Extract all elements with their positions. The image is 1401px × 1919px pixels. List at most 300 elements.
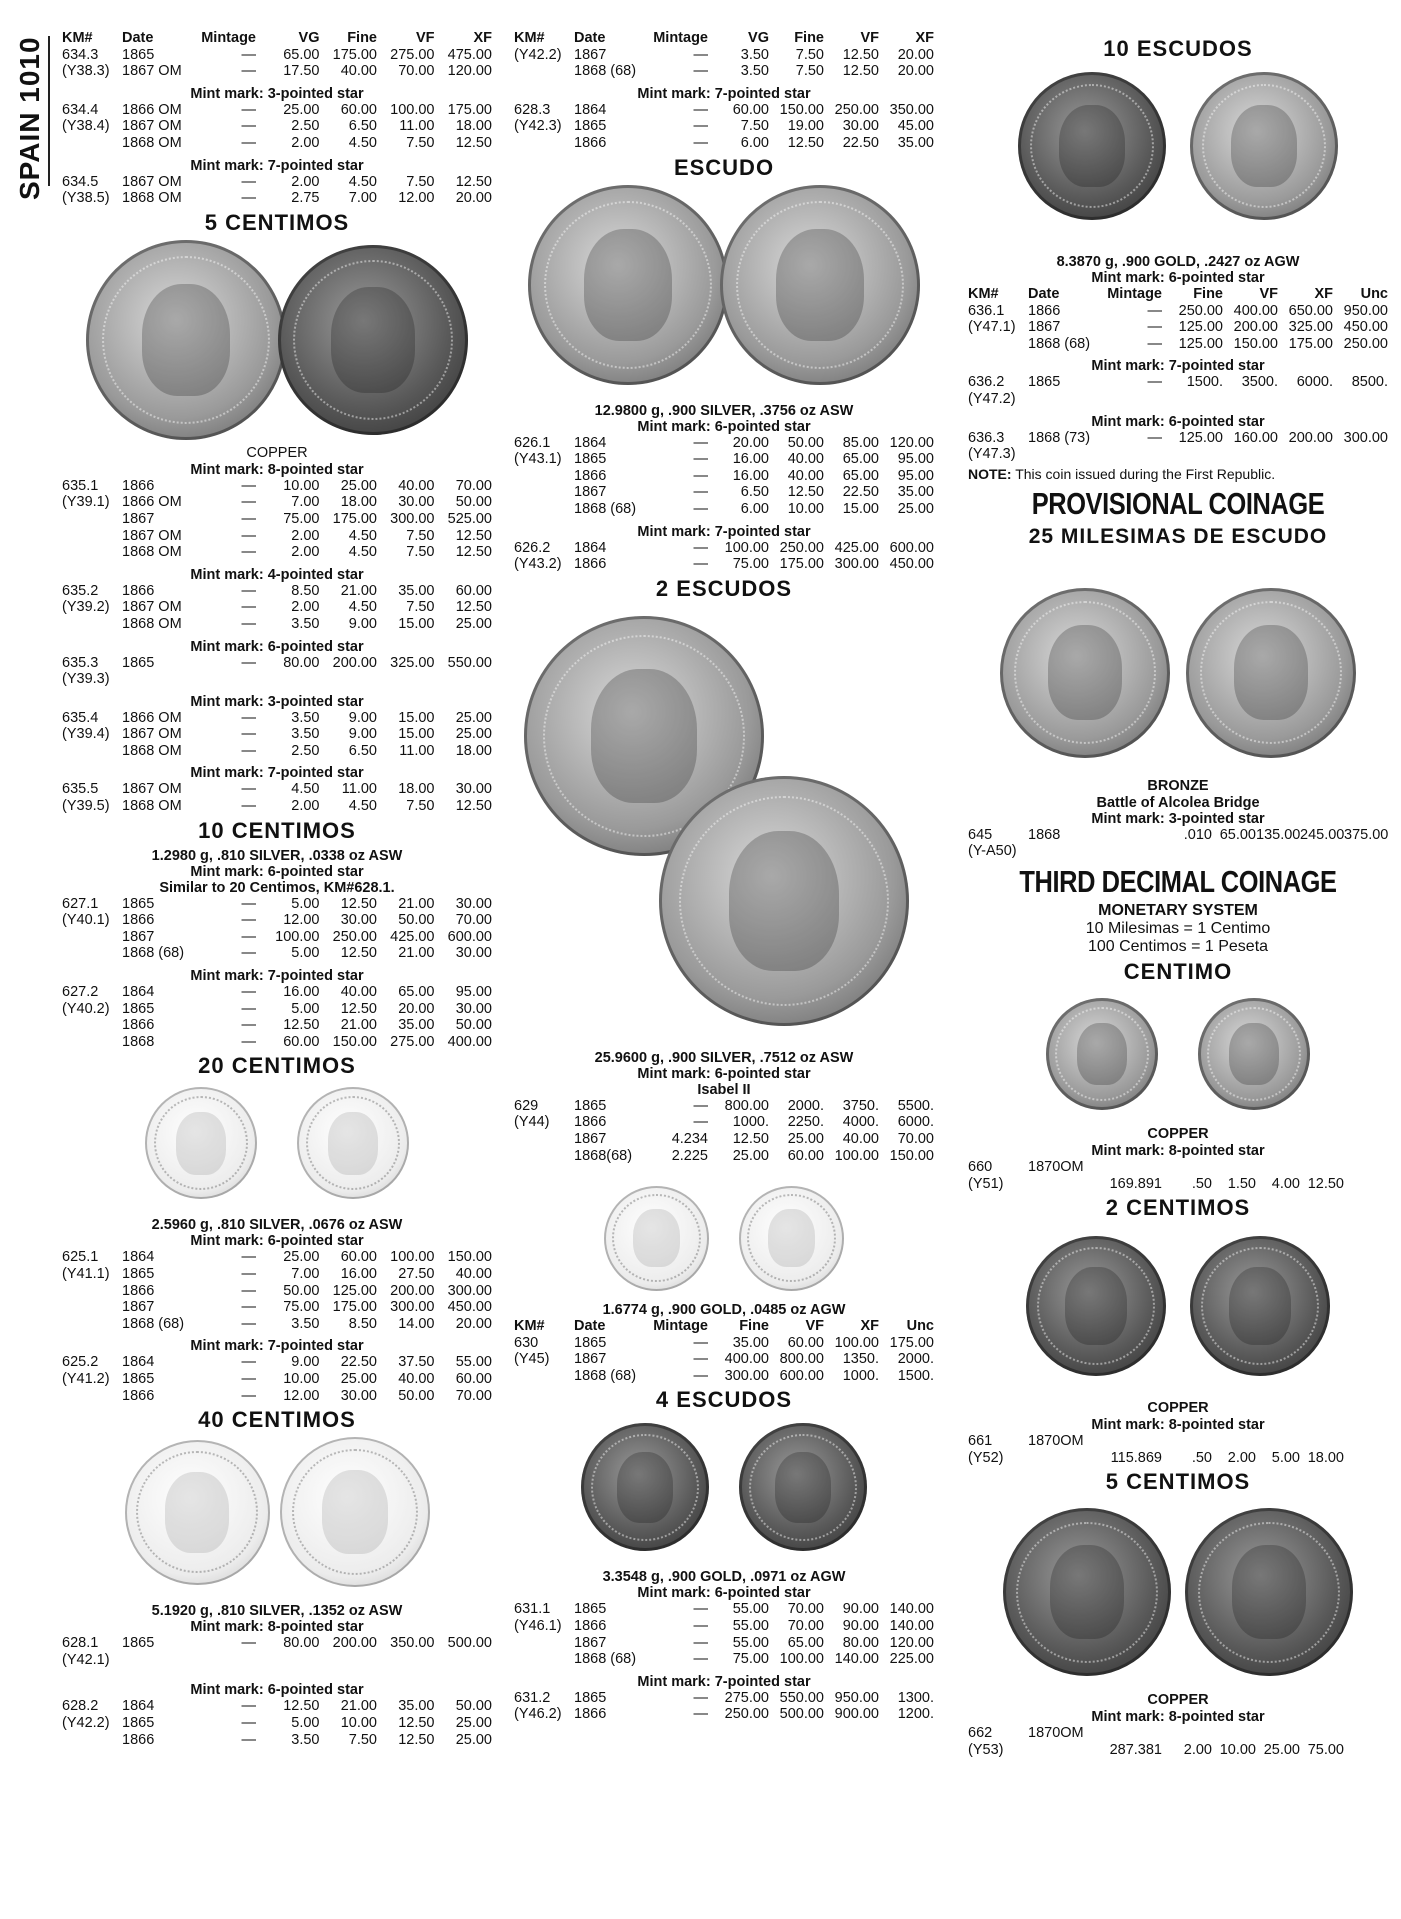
table-cell: 6000.: [1296, 374, 1333, 391]
table-cell: 50.00: [283, 1282, 320, 1299]
table-cell: —: [241, 1731, 256, 1748]
table-cell: (Y38.4): [62, 118, 110, 135]
mint-mark: Mint mark: 4-pointed star: [190, 566, 364, 583]
table-cell: —: [241, 599, 256, 616]
table-row: [62, 478, 492, 495]
table-cell: —: [241, 1387, 256, 1404]
side-tab: [14, 36, 50, 200]
table-cell: 9.00: [348, 615, 377, 632]
table-cell: —: [241, 1315, 256, 1332]
table-cell: 1865: [122, 895, 155, 912]
mint-mark: Mint mark: 7-pointed star: [637, 1673, 811, 1690]
table-cell: 10.00: [283, 477, 320, 494]
table-cell: [1344, 1742, 1388, 1759]
table-cell: 50.00: [455, 494, 492, 511]
table-cell: 30.00: [455, 895, 492, 912]
table-cell: 120.00: [889, 1634, 934, 1651]
table-cell: 16.00: [340, 1266, 377, 1282]
table-cell: —: [241, 945, 256, 962]
table-cell: [62, 1017, 122, 1034]
table-cell: 70.00: [455, 1387, 492, 1404]
table-cell: —: [241, 1266, 256, 1282]
table-row: [968, 1176, 1388, 1193]
table-cell: [262, 1652, 320, 1669]
table-row: [62, 190, 492, 207]
table-cell: (Y41.1): [62, 1266, 110, 1282]
table-cell: 70.00: [455, 477, 492, 494]
mint-mark: Mint mark: 8-pointed star: [190, 461, 364, 478]
table-cell: 80.00: [283, 654, 320, 671]
table-row: [968, 1742, 1388, 1759]
table-cell: 22.50: [842, 484, 879, 501]
table-cell: 1868 (68): [122, 1315, 184, 1332]
column-2: [514, 30, 934, 1723]
price-table: [514, 47, 934, 80]
table-cell: —: [693, 1706, 708, 1723]
table-cell: [1028, 1450, 1090, 1467]
table-cell: 35.00: [398, 1017, 435, 1034]
table-row: [62, 63, 492, 80]
table-cell: 1868: [122, 1033, 155, 1050]
column-header: Fine: [794, 30, 824, 46]
table-cell: [1344, 1176, 1388, 1193]
table-cell: (Y40.1): [62, 912, 110, 929]
table-cell: 635.4: [62, 709, 99, 726]
table-cell: [62, 1034, 122, 1051]
table-cell: 12.50: [340, 1000, 377, 1017]
coin-spec: 12.9800 g, .900 SILVER, .3756 oz ASW: [594, 402, 854, 419]
mint-mark: Mint mark: 6-pointed star: [190, 863, 364, 880]
table-cell: [1344, 843, 1388, 860]
mint-mark: Mint mark: 6-pointed star: [637, 1065, 811, 1082]
mint-mark: Mint mark: 8-pointed star: [1091, 1709, 1265, 1726]
coin-reverse-image: [1190, 72, 1338, 220]
table-cell: [62, 945, 122, 962]
coin-images: [968, 1507, 1388, 1677]
table-cell: 12.50: [455, 527, 492, 544]
table-cell: 4.50: [348, 798, 377, 815]
table-cell: 125.00: [1178, 319, 1223, 336]
table-cell: 30.00: [340, 912, 377, 929]
table-cell: 2.50: [291, 742, 320, 759]
table-cell: (Y53): [968, 1741, 1004, 1758]
table-cell: 16.00: [283, 984, 320, 1001]
table-cell: 1866: [122, 1387, 155, 1404]
table-cell: 4.50: [348, 527, 377, 544]
table-cell: 40.00: [340, 984, 377, 1001]
table-cell: [1256, 1725, 1300, 1742]
table-cell: [514, 1368, 574, 1385]
table-cell: 300.00: [1343, 429, 1388, 446]
mint-mark: Mint mark: 6-pointed star: [637, 418, 811, 435]
table-cell: [62, 929, 122, 946]
table-cell: 100.00: [724, 539, 769, 556]
coin-reverse-image: [739, 1186, 844, 1291]
table-cell: 16.00: [732, 451, 769, 468]
table-cell: 2000.: [787, 1097, 824, 1114]
table-cell: 11.00: [399, 742, 435, 759]
table-row: [968, 391, 1388, 408]
table-cell: [1212, 843, 1256, 860]
table-cell: 1864: [122, 1698, 155, 1715]
column-header: VF: [415, 30, 435, 46]
table-cell: 628.1: [62, 1635, 99, 1652]
table-cell: 150.00: [779, 101, 824, 118]
table-cell: 525.00: [447, 510, 492, 527]
table-cell: —: [241, 1714, 256, 1731]
table-cell: 1864: [574, 101, 607, 118]
table-cell: 7.50: [406, 544, 435, 561]
table-cell: 75.00: [283, 510, 320, 527]
column-header: Date: [574, 1318, 606, 1335]
table-cell: 4000.: [842, 1114, 879, 1131]
table-cell: 125.00: [1178, 335, 1223, 352]
table-cell: [1344, 1159, 1388, 1176]
table-row: [62, 984, 492, 1001]
table-cell: 80.00: [842, 1634, 879, 1651]
coin-obverse-image: [1018, 72, 1166, 220]
table-cell: [62, 511, 122, 528]
table-cell: 9.00: [291, 1354, 320, 1371]
table-cell: 1865: [122, 1266, 155, 1282]
price-table: [62, 1354, 492, 1404]
table-cell: 100.00: [834, 1147, 879, 1164]
table-cell: 25.00: [455, 615, 492, 632]
table-cell: 12.50: [340, 945, 377, 962]
coin-reverse-image: [280, 1437, 430, 1587]
column-header: KM#: [514, 30, 545, 46]
table-cell: 140.00: [889, 1618, 934, 1635]
section-title-5-centimos-decimal: 5 CENTIMOS: [1105, 1469, 1251, 1495]
table-cell: [1300, 843, 1344, 860]
table-cell: 225.00: [889, 1651, 934, 1668]
table-cell: 800.00: [779, 1351, 824, 1368]
table-cell: 15.00: [398, 615, 435, 632]
table-cell: 7.50: [406, 599, 435, 616]
table-cell: [435, 1652, 493, 1669]
table-cell: 635.5: [62, 781, 99, 798]
table-header: [514, 30, 934, 47]
table-cell: 1865: [574, 451, 607, 468]
table-cell: 6.50: [348, 742, 377, 759]
table-cell: 55.00: [732, 1634, 769, 1651]
section-subtitle: 25 MILESIMAS DE ESCUDO: [1028, 524, 1328, 548]
price-table: [514, 1335, 934, 1385]
table-cell: 661: [968, 1433, 993, 1450]
table-cell: 7.50: [795, 46, 824, 63]
table-cell: 4.00: [1271, 1175, 1300, 1192]
table-cell: 25.00: [787, 1130, 824, 1147]
table-cell: 100.00: [390, 1249, 435, 1266]
equivalence-2: 100 Centimos = 1 Peseta: [1087, 937, 1269, 955]
mint-mark: Mint mark: 7-pointed star: [1091, 358, 1265, 375]
column-header: Fine: [347, 30, 377, 46]
table-cell: (Y39.4): [62, 726, 110, 743]
table-cell: 200.00: [390, 1282, 435, 1299]
table-cell: 1865: [574, 118, 607, 135]
column-header: KM#: [62, 30, 93, 46]
section-title-2-centimos: 2 CENTIMOS: [1105, 1195, 1251, 1221]
mint-mark: Mint mark: 7-pointed star: [190, 1338, 364, 1355]
table-cell: —: [241, 527, 256, 544]
table-row: [62, 1299, 492, 1316]
table-cell: 12.50: [787, 134, 824, 151]
table-cell: 2.00: [1183, 1741, 1212, 1758]
table-cell: 175.00: [332, 510, 377, 527]
table-cell: 400.00: [1233, 302, 1278, 319]
table-cell: [320, 1652, 378, 1669]
table-row: [968, 1450, 1388, 1467]
table-cell: 1864: [122, 1249, 155, 1266]
table-cell: (Y43.1): [514, 451, 562, 468]
table-cell: 1868 OM: [122, 134, 182, 151]
table-cell: 1865: [122, 46, 155, 63]
table-row: [62, 1017, 492, 1034]
table-cell: —: [1147, 302, 1162, 319]
table-cell: 1865: [574, 1334, 607, 1351]
column-header: VG: [298, 30, 320, 46]
coin-images: [968, 66, 1388, 226]
table-cell: 70.00: [455, 912, 492, 929]
table-cell: 95.00: [897, 451, 934, 468]
similar-note: Similar to 20 Centimos, KM#628.1.: [159, 879, 395, 896]
table-cell: 60.00: [340, 101, 377, 118]
table-cell: 12.50: [283, 1698, 320, 1715]
table-cell: 25.00: [340, 477, 377, 494]
section-title-centimo: CENTIMO: [1123, 958, 1233, 984]
table-cell: —: [693, 434, 708, 451]
coin-obverse-image: [1046, 998, 1158, 1110]
equivalence-1: 10 Milesimas = 1 Centimo: [1085, 919, 1271, 937]
table-cell: —: [693, 101, 708, 118]
table-cell: —: [241, 1635, 256, 1652]
table-cell: 1870OM: [1028, 1158, 1084, 1175]
table-cell: 1866: [574, 134, 607, 151]
table-cell: [1090, 391, 1168, 408]
table-cell: (Y43.2): [514, 556, 562, 573]
table-cell: 1866: [574, 1706, 607, 1723]
table-cell: 60.00: [787, 1334, 824, 1351]
table-cell: 300.00: [724, 1367, 769, 1384]
table-cell: 125.00: [1178, 429, 1223, 446]
table-cell: [1028, 1176, 1090, 1193]
table-cell: 12.50: [398, 1731, 435, 1748]
price-table: [62, 1635, 492, 1668]
table-cell: [514, 63, 574, 80]
table-cell: 8.50: [291, 582, 320, 599]
table-cell: 175.00: [332, 1299, 377, 1316]
mint-mark: Mint mark: 7-pointed star: [637, 523, 811, 540]
table-row: [514, 1114, 934, 1131]
table-cell: 1500.: [897, 1367, 934, 1384]
table-row: [62, 1635, 492, 1652]
table-cell: 25.00: [283, 1249, 320, 1266]
table-cell: [1028, 391, 1090, 408]
table-cell: [62, 1388, 122, 1405]
column-header: Mintage: [1107, 286, 1162, 302]
table-row: [62, 1698, 492, 1715]
table-cell: 70.00: [787, 1601, 824, 1618]
table-cell: 425.00: [834, 539, 879, 556]
table-row: [514, 118, 934, 135]
table-cell: 1868 OM: [122, 190, 182, 207]
table-row: [514, 1706, 934, 1723]
table-cell: 1866: [574, 467, 607, 484]
table-row: [514, 451, 934, 468]
table-cell: 25.00: [283, 101, 320, 118]
coin-spec: 2.5960 g, .810 SILVER, .0676 oz ASW: [151, 1217, 403, 1234]
price-table: [62, 102, 492, 152]
table-row: [62, 1249, 492, 1266]
coin-spec: 1.6774 g, .900 GOLD, .0485 oz AGW: [602, 1302, 846, 1319]
table-row: [62, 1283, 492, 1300]
table-row: [514, 540, 934, 557]
coin-reverse-image: [739, 1423, 867, 1551]
column-header: Mintage: [653, 1318, 708, 1335]
table-cell: 25.00: [732, 1147, 769, 1164]
table-cell: [514, 1651, 574, 1668]
table-cell: 1866: [1028, 302, 1061, 319]
table-cell: 4.50: [348, 134, 377, 151]
table-cell: —: [241, 1354, 256, 1371]
table-cell: 150.00: [447, 1249, 492, 1266]
column-header: Date: [1028, 286, 1060, 302]
table-cell: 1867: [122, 1299, 155, 1316]
table-cell: —: [241, 1370, 256, 1387]
table-cell: 1865: [122, 1635, 155, 1652]
table-cell: 1350.: [842, 1351, 879, 1368]
table-cell: 2.00: [291, 173, 320, 190]
table-cell: 70.00: [398, 63, 435, 80]
table-cell: 245.00: [1300, 826, 1344, 843]
table-cell: —: [241, 1017, 256, 1034]
table-cell: —: [241, 118, 256, 135]
table-cell: —: [693, 1601, 708, 1618]
mint-mark: Mint mark: 7-pointed star: [637, 85, 811, 102]
table-cell: 40.00: [787, 467, 824, 484]
table-row: [62, 671, 492, 688]
table-cell: 10.00: [283, 1370, 320, 1387]
table-cell: 1.50: [1227, 1175, 1256, 1192]
mint-mark: Mint mark: 3-pointed star: [1091, 810, 1265, 827]
table-cell: [1344, 1450, 1388, 1467]
mint-mark: Mint mark: 8-pointed star: [1091, 1417, 1265, 1434]
table-cell: 627.2: [62, 984, 99, 1001]
table-cell: —: [241, 654, 256, 671]
table-cell: 1867 OM: [122, 599, 182, 616]
table-cell: 30.00: [340, 1387, 377, 1404]
table-cell: 600.00: [889, 539, 934, 556]
table-cell: —: [693, 1351, 708, 1368]
table-cell: 15.00: [398, 726, 435, 743]
table-row: [62, 781, 492, 798]
column-header: VF: [805, 1318, 824, 1335]
mint-mark: Mint mark: 6-pointed star: [1091, 270, 1265, 286]
table-cell: 275.00: [390, 46, 435, 63]
table-cell: [320, 671, 378, 688]
table-cell: 5.00: [1271, 1449, 1300, 1466]
table-cell: 300.00: [447, 1282, 492, 1299]
table-cell: 2250.: [787, 1114, 824, 1131]
table-cell: —: [241, 63, 256, 80]
coin-images: [968, 1231, 1388, 1381]
table-cell: 65.00: [787, 1634, 824, 1651]
table-cell: [1256, 1433, 1300, 1450]
mint-mark: Mint mark: 6-pointed star: [190, 1233, 364, 1250]
coin-obverse-image: [125, 1440, 270, 1585]
table-cell: 12.50: [340, 895, 377, 912]
table-cell: 1868: [1028, 826, 1061, 843]
table-cell: 60.00: [340, 1249, 377, 1266]
table-cell: (Y39.1): [62, 494, 110, 511]
table-cell: —: [693, 1114, 708, 1131]
table-cell: 350.00: [889, 101, 934, 118]
side-divider: [48, 36, 50, 186]
table-cell: [1333, 391, 1388, 408]
table-cell: 3500.: [1241, 374, 1278, 391]
table-cell: 150.00: [1233, 335, 1278, 352]
table-cell: [62, 1316, 122, 1333]
table-cell: —: [241, 494, 256, 511]
table-cell: 600.00: [447, 928, 492, 945]
table-cell: [1344, 1433, 1388, 1450]
table-cell: 20.00: [455, 1315, 492, 1332]
table-row: [968, 446, 1388, 463]
table-cell: 635.2: [62, 582, 99, 599]
price-table: [62, 478, 492, 561]
table-cell: —: [241, 912, 256, 929]
table-cell: 20.00: [398, 1000, 435, 1017]
table-cell: 628.3: [514, 101, 551, 118]
table-cell: —: [693, 539, 708, 556]
table-cell: (Y39.5): [62, 798, 110, 815]
section-title-2-escudos: 2 ESCUDOS: [655, 575, 793, 601]
table-cell: 250.00: [1343, 335, 1388, 352]
table-cell: 325.00: [1288, 319, 1333, 336]
table-cell: [514, 484, 574, 501]
table-cell: 12.50: [455, 599, 492, 616]
table-cell: (Y51): [968, 1175, 1004, 1192]
table-cell: 1866: [122, 912, 155, 929]
table-cell: 12.00: [283, 1387, 320, 1404]
table-cell: 120.00: [447, 63, 492, 80]
table-cell: [1028, 843, 1090, 860]
table-cell: 7.00: [291, 494, 320, 511]
table-cell: 20.00: [732, 434, 769, 451]
table-cell: 1866 OM: [122, 494, 182, 511]
coin-images: [514, 606, 934, 1046]
table-cell: —: [1147, 429, 1162, 446]
table-cell: .50: [1191, 1449, 1212, 1466]
table-cell: 21.00: [340, 1698, 377, 1715]
table-cell: [1300, 1159, 1344, 1176]
table-cell: 1866: [122, 1731, 155, 1748]
price-table: [968, 374, 1388, 407]
table-cell: 6.50: [348, 118, 377, 135]
table-row: [968, 319, 1388, 336]
table-cell: —: [241, 1299, 256, 1316]
table-cell: 1867: [1028, 319, 1061, 336]
table-cell: [1090, 1433, 1168, 1450]
table-row: [514, 1148, 934, 1165]
table-cell: 11.00: [399, 118, 435, 135]
table-row: [62, 1371, 492, 1388]
coin-spec: 3.3548 g, .900 GOLD, .0971 oz AGW: [602, 1569, 846, 1586]
table-row: [514, 1635, 934, 1652]
table-cell: —: [1147, 319, 1162, 336]
table-cell: 1868 (68): [574, 1367, 636, 1384]
table-cell: 25.00: [1263, 1741, 1300, 1758]
